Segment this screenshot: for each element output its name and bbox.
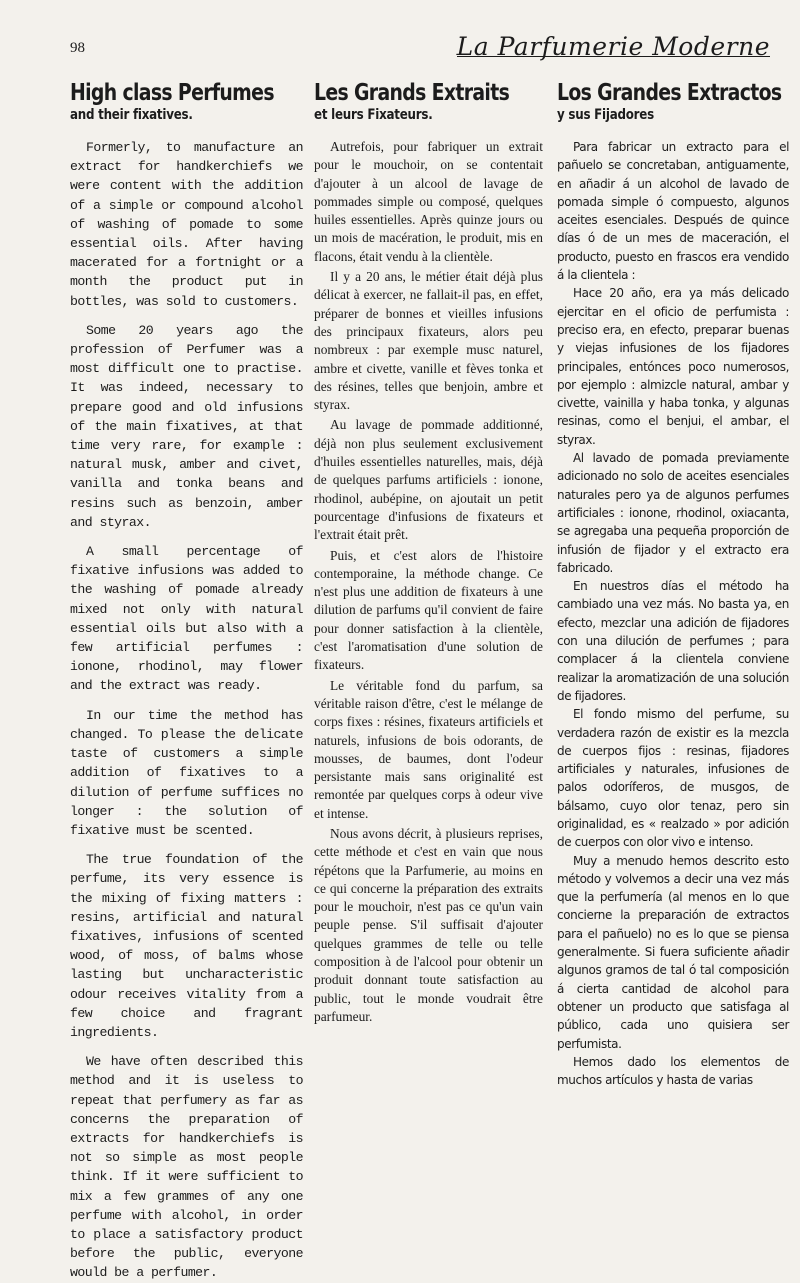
paragraph: En nuestros días el método ha cambiado una vez más. No basta ya, en efecto, mezclar una adición de fijadores con una dilución de perfumes ; para complacer á la clientela conviene realizar la aromatización de una solución de fijadores. (557, 579, 789, 703)
masthead-title: La Parfumerie Moderne (456, 32, 770, 61)
paragraph: Some 20 years ago the profession of Perfumer was a most difficult one to practise. It was indeed, necessary to prepare good and old infusions of the main fixatives, at that time very rare, for example : natural musk, amber and civet, vanilla and tonka beans and resins such as benzoin, amber and styrax. (70, 322, 303, 530)
paragraph: Le véritable fond du parfum, sa véritable raison d'être, c'est le mélange de corps fixes : résines, fixateurs artificiels et naturels, infusions de bois odorants, de mousses, de baumes, dont l'odeur persistante mais sans originalité est remontée par quelques corps à odeur vive et intense. (314, 677, 543, 821)
paragraph: Nous avons décrit, à plusieurs reprises, cette méthode et c'est en vain que nous répétons que la Parfumerie, au moins en ce qui concerne la préparation des extraits pour le mouchoir, n'est pas ce qu'un vain peuple pense. S'il suffisait d'ajouter quelques grammes de telle ou telle composition à de l'alcool pour obtenir un produit donnant toute satisfaction au public, tout le monde voudrait être parfumeur. (314, 825, 543, 1024)
paragraph: Hemos dado los elementos de muchos artículos y hasta de varias (557, 1054, 789, 1088)
paragraph: We have often described this method and it is useless to repeat that perfumery as far as concerns the preparation of extracts for handkerchiefs is not so simple as most people think. If it were sufficient to mix a few grammes of any one perfume with alcohol, in order to place a satisfactory product before the public, everyone would be a perfumer. (70, 1054, 303, 1281)
paragraph: Para fabricar un extracto para el pañuelo se concretaban, antiguamente, en añadir á un alcohol de lavado de pomada simple ó compuesto, algunos aceites esenciales. Después de quince días ó de un mes de maceración, el producto, puesto en frascos era vendido á la clientela : (557, 140, 789, 283)
paragraph: Au lavage de pommade additionné, déjà non plus seulement exclusivement d'huiles essentielles naturelles, mais, déjà de quelques parfums artificiels : ionone, rhodinol, aubépine, on ajoutait un petit pourcentage d'infusions de fixateurs et l'extrait était prêt. (314, 417, 543, 543)
paragraph: Hace 20 año, era ya más delicado ejercitar en el oficio de perfumista : preciso era, en efecto, preparar buenas y viejas infusiones de los fijadores principales, entónces poco numerosos, por ejemplo : almizcle natural, ambar y civette, vainilla y haba tonka, y algunas resinas, como el benjui, el ambar, el styrax. (557, 286, 789, 447)
paragraph: Muy a menudo hemos descrito esto método y volvemos a decir una vez más que la perfumería (al menos en lo que concierne la preparación de extractos para el pañuelo) no es lo que se piensa generalmente. Si fuera suficiente añadir algunos gramos de tal ó tal composición á cierta cantidad de alcohol para obtener un producto que satisfaga al público, cada uno quisiera ser perfumista. (557, 853, 789, 1051)
page-number: 98 (70, 40, 85, 56)
article-title: Los Grandes Extractos (557, 80, 782, 106)
article-subtitle: y sus Fijadores (557, 107, 654, 123)
article-title: Les Grands Extraits (314, 80, 510, 106)
article-column-english (70, 80, 303, 1281)
paragraph: Formerly, to manufacture an extract for handkerchiefs we were content with the addition of a simple or compound alcohol of washing of pomade to some essential oils. After having macerated for a fortnight or a month the product put in bottles, was sold to customers. (70, 140, 303, 309)
article-title: High class Perfumes (70, 80, 274, 106)
article-column-french (314, 80, 543, 1040)
article-subtitle: et leurs Fixateurs. (314, 107, 433, 123)
paragraph: Al lavado de pomada previamente adicionado no solo de aceites esenciales naturales pero ya de algunos perfumes artificiales : ionone, rhodinol, oxiacanta, se agregaba una pequeña proporción de infusión de fijador y el extracto era fabricado. (557, 451, 789, 575)
paragraph: Il y a 20 ans, le métier était déjà plus délicat à exercer, ne fallait-il pas, en effet, préparer de bonnes et vieilles infusions des principaux fixateurs, alors peu nombreux : par exemple musc naturel, ambre et civette, vanille et fèves tonka et des résines, telles que benjoin, ambre et styrax. (314, 269, 543, 413)
paragraph: Puis, et c'est alors de l'histoire contemporaine, la méthode change. Ce n'est plus une addition de fixateurs à une dilution de parfums qu'il convient de faire pour donner satisfaction à la clientèle, c'est l'aromatisation d'une solution de fixateurs. (314, 547, 543, 673)
article-subtitle: and their fixatives. (70, 107, 193, 123)
paragraph: In our time the method has changed. To please the delicate taste of customers a simple addition of fixatives to a dilution of perfume suffices no longer : the solution of fixative must be scented. (70, 707, 303, 838)
paragraph: A small percentage of fixative infusions was added to the washing of pomade already mixed not only with natural essential oils but also with a few artificial perfumes : ionone, rhodinol, may flower and the extract was ready. (70, 544, 303, 694)
article-column-spanish (557, 80, 789, 1088)
paragraph: The true foundation of the perfume, its very essence is the mixing of fixing matters : resins, artificial and natural fixatives, infusions of scented wood, of moss, of balms whose lasting but uncharacteristic odour receives vitality from a few choice and fragrant ingredients. (70, 852, 303, 1040)
paragraph: Autrefois, pour fabriquer un extrait pour le mouchoir, on se contentait d'ajouter à un alcool de lavage de pommades simple ou composé, quelques huiles essentielles. Après quinze jours ou un mois de macération, le produit, mis en flacons, était vendu à la clientèle. (314, 139, 543, 264)
paragraph: El fondo mismo del perfume, su verdadera razón de existir es la mezcla de cuerpos fijos : resinas, fijadores artificiales y naturales, infusiones de palos odoríferos, de musgos, de bálsamo, cuyo olor tenaz, pero sin originalidad, es « realzado » por adición de cuerpos con olor vivo e intenso. (557, 707, 789, 850)
